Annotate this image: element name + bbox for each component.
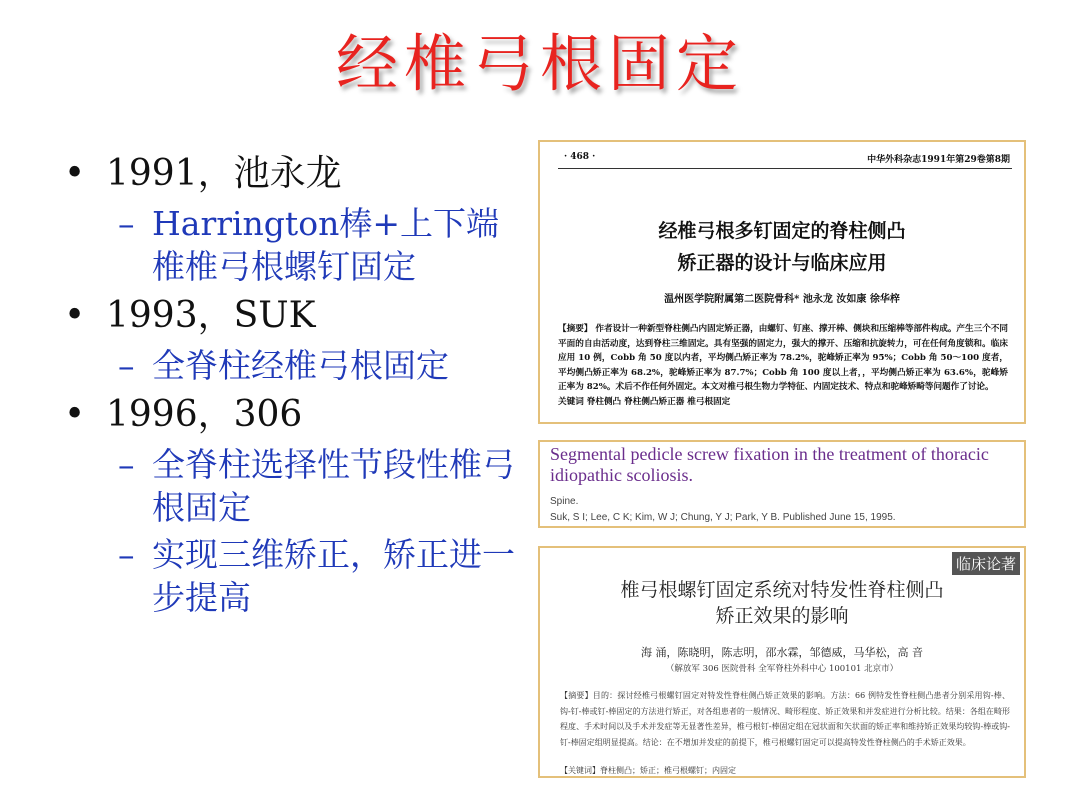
sub-bullet-item	[60, 344, 530, 387]
article-affiliation: （解放军 306 医院骨科 全军脊柱外科中心 100101 北京市）	[665, 664, 899, 674]
citation-journal: Spine.	[550, 496, 579, 507]
sub-bullet-dash: –	[118, 445, 135, 484]
article-authors: 温州医学院附属第二医院骨科* 池永龙 汝如康 徐华梓	[664, 294, 900, 305]
sub-bullet-item	[60, 443, 530, 529]
abstract-text: 【摘要】 作者设计一种新型脊柱侧凸内固定矫正器，由螺钉、钉座、撑开棒、侧块和压缩棒等部件构成。产生三个不同平面的自由活动度，达到脊柱三维固定。具有坚强的固定力，强大的撑开、压缩和抗旋转力，可在任何角度锁和。临床应用 10 例，Cobb 角 50 度以内者，平均侧凸矫正率为 78.2%，驼峰矫正率为 95%；Cobb 角 50～100 度者，平均侧凸矫正率为 68.2%，驼峰矫正率为 87.7%；Cobb 角 100 度以上者，，平均侧凸矫正率为 63.6%，驼峰矫正率为 82%。术后不作任何外固定。本文对椎弓根生物力学特征、内固定技术、特点和驼峰矫畸等问题作了讨论。	[558, 324, 1008, 392]
keywords: 【关键词】脊柱侧凸；矫正；椎弓根螺钉；内固定	[560, 766, 736, 775]
sub-bullet-text: 全脊柱选择性节段性椎弓根固定	[152, 445, 515, 527]
article-title-line1: 椎弓根螺钉固定系统对特发性脊柱侧凸	[620, 579, 944, 601]
sub-bullet-text: 全脊柱经椎弓根固定	[152, 346, 449, 385]
article-abstract	[558, 322, 1008, 409]
article-title-line2: 矫正效果的影响	[715, 605, 849, 627]
citation-title: Segmental pedicle screw fixation in the treatment of thoracic idiopathic scoliosis.	[550, 444, 989, 485]
article-title-line2: 矫正器的设计与临床应用	[677, 252, 887, 274]
bullet-text: 1996，306	[106, 394, 303, 435]
keywords: 关键词 脊柱侧凸 脊柱侧凸矫正器 椎弓根固定	[558, 396, 731, 407]
sub-bullet-dash: –	[118, 204, 135, 243]
sub-bullet-text: 实现三维矫正，矫正进一步提高	[152, 535, 515, 617]
journal-header: 中华外科杂志1991年第29卷第8期	[867, 155, 1010, 165]
sub-bullet-dash: –	[118, 535, 135, 574]
article-scan-1991	[538, 140, 1026, 424]
bullet-list	[60, 150, 530, 623]
article-title-line1: 经椎弓根多钉固定的脊柱侧凸	[658, 220, 906, 242]
sub-bullet-item	[60, 202, 530, 288]
bullet-dot: •	[64, 153, 86, 194]
bullet-item	[60, 292, 530, 340]
slide-title: 经椎弓根固定	[335, 27, 744, 100]
bullet-dot: •	[64, 394, 86, 435]
article-authors: 海 涌，陈晓明，陈志明，邵水霖，邹德威，马华松，高 音	[641, 646, 923, 659]
article-abstract: 【摘要】目的：探讨经椎弓根螺钉固定对特发性脊柱侧凸矫正效果的影响。方法：66 例特发性脊柱侧凸患者分别采用钩-棒、钩-钉-棒或钉-棒固定的方法进行矫正，对各组患者的一般情况、畸形程度、矫正效果和并发症进行分析比较。结果：各组在畸形程度、手术时间以及手术并发症等无显著性差异，椎弓根钉-棒固定组在冠状面和矢状面的矫正率和维持矫正效果均较钩-棒或钩-钉-棒固定组明显提高。结论：在不增加并发症的前提下，椎弓根螺钉固定可以提高特发性脊柱侧凸的手术矫正效果。	[560, 691, 1010, 747]
category-badge: 临床论著	[952, 552, 1020, 575]
article-citation-1995	[538, 440, 1026, 528]
bullet-item	[60, 150, 530, 198]
sub-bullet-dash: –	[118, 346, 135, 385]
bullet-dot: •	[64, 295, 86, 336]
page-number: · 468 ·	[564, 152, 596, 162]
header-rule	[558, 168, 1012, 169]
bullet-text: 1991，池永龙	[106, 153, 342, 194]
bullet-text: 1993，SUK	[106, 295, 316, 336]
citation-authors: Suk, S I; Lee, C K; Kim, W J; Chung, Y J; Park, Y B. Published June 15, 1995.	[550, 512, 896, 523]
article-scan-306	[538, 546, 1026, 778]
sub-bullet-item	[60, 533, 530, 619]
sub-bullet-text: Harrington棒+上下端椎椎弓根螺钉固定	[152, 204, 499, 286]
bullet-item	[60, 391, 530, 439]
